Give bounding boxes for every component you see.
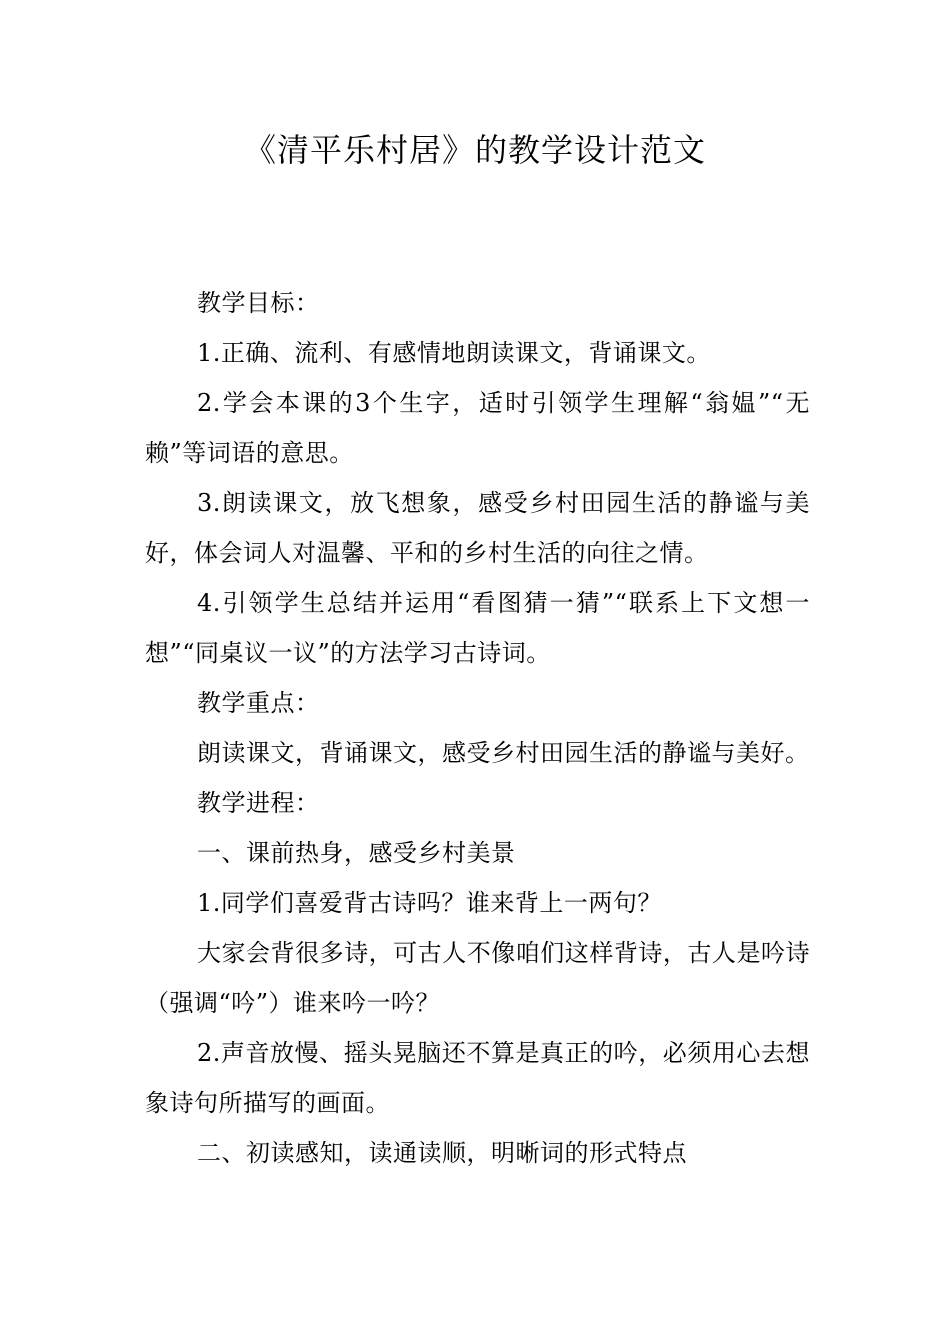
objective-item: 1.正确、流利、有感情地朗读课文，背诵课文。 (197, 339, 711, 367)
process-paragraph: 大家会背很多诗，可古人不像咱们这样背诗，古人是吟诗（强调“吟”）谁来吟一吟？ (145, 939, 810, 1017)
section-heading-process: 教学进程： (197, 789, 320, 817)
process-paragraph: 2.声音放慢、摇头晃脑还不算是真正的吟，必须用心去想象诗句所描写的画面。 (145, 1039, 810, 1117)
objective-item: 3.朗读课文，放飞想象，感受乡村田园生活的静谧与美好，体会词人对温馨、平和的乡村生活的向往之情。 (145, 489, 810, 567)
key-point-text: 朗读课文，背诵课文，感受乡村田园生活的静谧与美好。 (197, 739, 810, 767)
objective-item: 4.引领学生总结并运用“看图猜一猜”“联系上下文想一想”“同桌议一议”的方法学习古诗词。 (145, 589, 810, 667)
section-heading-key-points: 教学重点： (197, 689, 320, 717)
section-heading-objectives: 教学目标： (197, 289, 320, 317)
objective-item: 2.学会本课的3个生字，适时引领学生理解“翁媪”“无赖”等词语的意思。 (145, 389, 810, 467)
document-title: 《清平乐村居》的教学设计范文 (243, 131, 706, 169)
process-paragraph: 1.同学们喜爱背古诗吗？谁来背上一两句？ (197, 889, 662, 917)
process-step-heading: 二、初读感知，读通读顺，明晰词的形式特点 (197, 1139, 687, 1167)
document-body (145, 278, 810, 1178)
process-step-heading: 一、课前热身，感受乡村美景 (197, 839, 516, 867)
